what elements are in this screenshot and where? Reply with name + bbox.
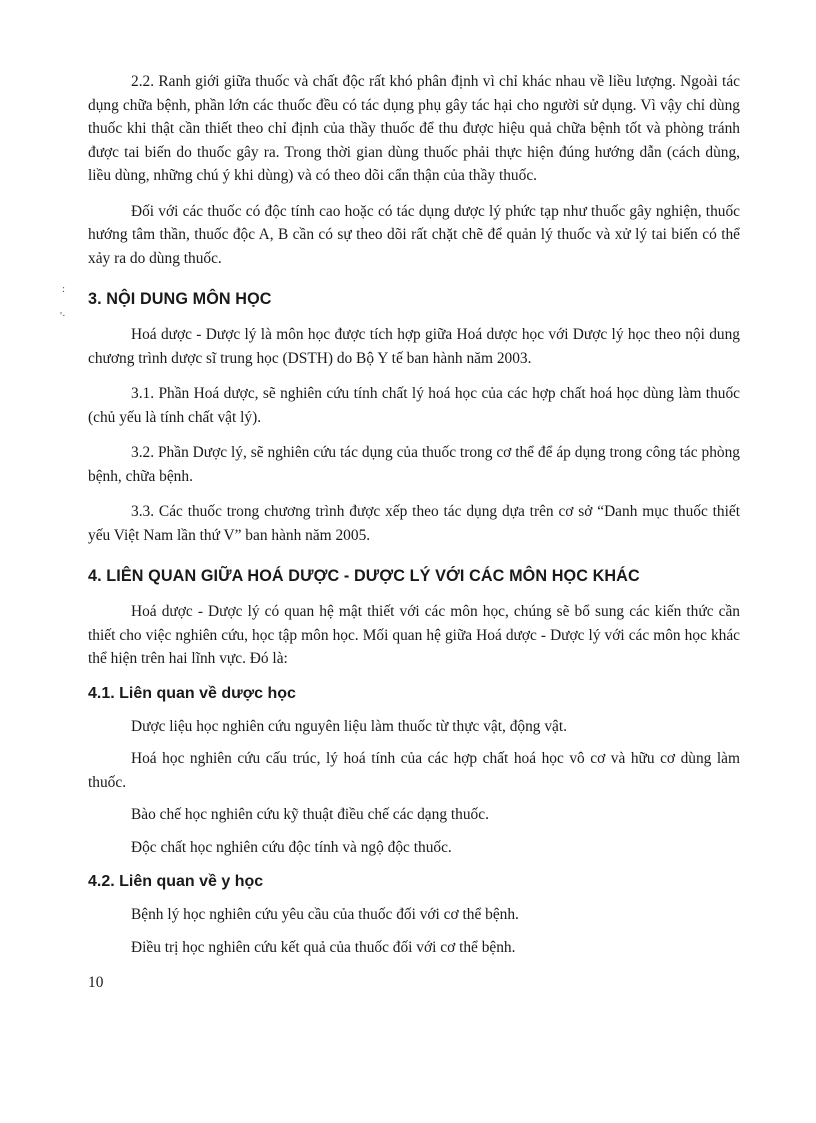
subsection-heading: 4.1. Liên quan về dược học xyxy=(88,684,296,702)
paragraph: Hoá dược - Dược lý là môn học được tích hợp giữa Hoá dược học với Dược lý học theo nội dung chương trình dược sĩ trung học (DSTH) do Bộ Y tế ban hành năm 2003. xyxy=(88,326,740,367)
paragraph: 3.2. Phần Dược lý, sẽ nghiên cứu tác dụng của thuốc trong cơ thể để áp dụng trong công tác phòng bệnh, chữa bệnh. xyxy=(88,444,740,485)
subsection-heading: 4.2. Liên quan về y học xyxy=(88,873,264,890)
paragraph: Đối với các thuốc có độc tính cao hoặc có tác dụng dược lý phức tạp như thuốc gây nghiện, thuốc hướng tâm thần, thuốc độc A, B cần có sự theo dõi rất chặt chẽ để quản lý thuốc và xử lý tai biến có thể xảy ra do dùng thuốc. xyxy=(88,202,740,267)
paragraph: Bệnh lý học nghiên cứu yêu cầu của thuốc đối với cơ thể bệnh. xyxy=(131,906,519,923)
paragraph: Dược liệu học nghiên cứu nguyên liệu làm thuốc từ thực vật, động vật. xyxy=(131,717,568,735)
paragraph: Hoá học nghiên cứu cấu trúc, lý hoá tính của các hợp chất hoá học vô cơ và hữu cơ dùng làm thuốc. xyxy=(88,750,740,791)
page-number: 10 xyxy=(88,974,104,991)
page-content xyxy=(88,70,740,968)
paragraph: 3.3. Các thuốc trong chương trình được xếp theo tác dụng dựa trên cơ sở “Danh mục thuốc thiết yếu Việt Nam lần thứ V” ban hành năm 2005. xyxy=(88,503,740,544)
scan-mark: : xyxy=(62,283,66,295)
paragraph: Bào chế học nghiên cứu kỹ thuật điều chế các dạng thuốc. xyxy=(131,806,489,823)
paragraph: Độc chất học nghiên cứu độc tính và ngộ độc thuốc. xyxy=(131,838,452,856)
section-heading: 4. LIÊN QUAN GIỮA HOÁ DƯỢC - DƯỢC LÝ VỚI CÁC MÔN HỌC KHÁC xyxy=(88,567,640,585)
paragraph: 2.2. Ranh giới giữa thuốc và chất độc rất khó phân định vì chỉ khác nhau về liều lượng. Ngoài tác dụng chữa bệnh, phần lớn các thuốc đều có tác dụng phụ gây tác hại cho người sử dụng. Vì vậy chỉ dùng thuốc khi thật cần thiết theo chỉ định của thầy thuốc để thu được hiệu quả chữa bệnh tốt và phòng tránh được tai biến do thuốc gây ra. Trong thời gian dùng thuốc phải thực hiện đúng hướng dẫn (cách dùng, liều dùng, những chú ý khi dùng) và có theo dõi cẩn thận của thầy thuốc. xyxy=(88,73,740,184)
paragraph: Điều trị học nghiên cứu kết quả của thuốc đối với cơ thể bệnh. xyxy=(131,938,516,956)
scan-mark: '· xyxy=(60,310,66,322)
section-heading: 3. NỘI DUNG MÔN HỌC xyxy=(88,290,272,308)
paragraph: Hoá dược - Dược lý có quan hệ mật thiết với các môn học, chúng sẽ bổ sung các kiến thức cần thiết cho việc nghiên cứu, học tập môn học. Mối quan hệ giữa Hoá dược - Dược lý với các môn học khác thể hiện trên hai lĩnh vực. Đó là: xyxy=(88,603,740,667)
paragraph: 3.1. Phần Hoá dược, sẽ nghiên cứu tính chất lý hoá học của các hợp chất hoá học dùng làm thuốc (chủ yếu là tính chất vật lý). xyxy=(88,385,740,426)
